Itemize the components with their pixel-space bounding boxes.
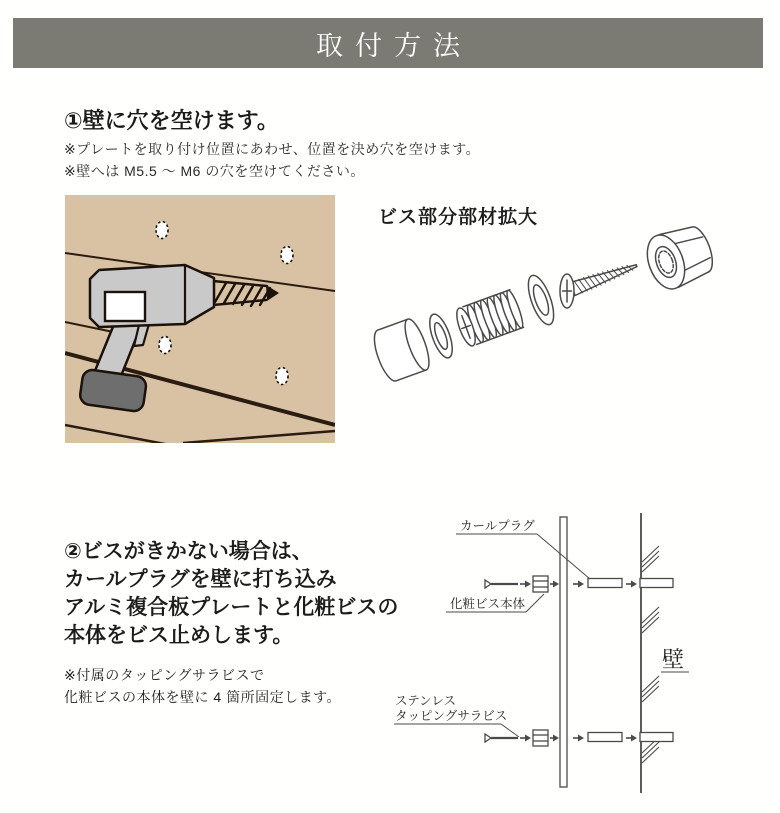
row2-arrow-2	[550, 735, 559, 742]
label-tapping-line1: ステンレス	[395, 694, 456, 708]
row2-screw	[485, 734, 518, 742]
row2-screw-body	[533, 730, 548, 746]
row1-arrow-4	[626, 581, 637, 588]
label-tapping-line2: タッピングサラビス	[395, 709, 508, 723]
step2-note-1: ※付属のタッピングサラビスで	[64, 667, 265, 683]
label-wall: 壁	[662, 647, 685, 672]
row2-arrow-1	[520, 735, 531, 742]
step2-heading-line1: ②ビスがきかない場合は、	[64, 540, 313, 563]
wall-diagram-svg	[390, 505, 780, 805]
hex-nut-part	[640, 220, 718, 294]
screw-parts-svg	[370, 215, 780, 400]
screw-parts-diagram	[370, 215, 780, 400]
cap-part	[370, 316, 434, 384]
step1-note-2: ※壁へは M5.5 ～ M6 の穴を空けてください。	[64, 163, 365, 179]
drill-illustration	[65, 195, 335, 443]
threaded-stud-part	[453, 289, 525, 348]
step2-note-2: 化粧ビスの本体を壁に 4 箇所固定します。	[64, 689, 341, 705]
parts-diagram-title: ビス部分部材拡大	[378, 207, 539, 228]
step2-heading-line3: アルミ複合板プレートと化粧ビスの	[64, 596, 399, 619]
washer-part-1	[425, 311, 457, 360]
page-title: 取付方法	[316, 30, 472, 61]
step1-note-1: ※プレートを取り付け位置にあわせ、位置を決め穴を空けます。	[64, 141, 481, 157]
step2-notes	[64, 664, 341, 708]
label-screw-body: 化粧ビス本体	[450, 597, 526, 611]
row2-curl-plug	[588, 733, 622, 742]
header-bar	[13, 18, 763, 68]
row1-arrow-1	[520, 581, 531, 588]
row2-plug-in-wall	[640, 733, 673, 742]
row2-arrow-4	[626, 735, 637, 742]
wall-installation-diagram	[390, 505, 780, 805]
label-curl-plug: カールプラグ	[460, 519, 535, 533]
row1-screw-body	[533, 576, 548, 592]
step2-heading	[64, 538, 398, 650]
row1-curl-plug	[588, 579, 622, 588]
plate	[560, 517, 567, 787]
row2-arrow-3	[573, 735, 584, 742]
row1-screw	[485, 580, 518, 588]
drill-illustration-svg	[65, 195, 335, 443]
step2-heading-line4: 本体をビス止めします。	[64, 624, 294, 647]
washer-part-2	[523, 272, 559, 327]
step2-heading-line2: カールプラグを壁に打ち込み	[64, 568, 337, 591]
row1-plug-in-wall	[640, 579, 673, 588]
row1-arrow-2	[550, 581, 559, 588]
drill-base	[79, 369, 147, 413]
row1-arrow-3	[573, 581, 584, 588]
drill-label-window	[105, 292, 145, 321]
tapping-screw-part	[560, 259, 639, 308]
step1-heading: ①壁に穴を空けます。	[64, 108, 279, 133]
